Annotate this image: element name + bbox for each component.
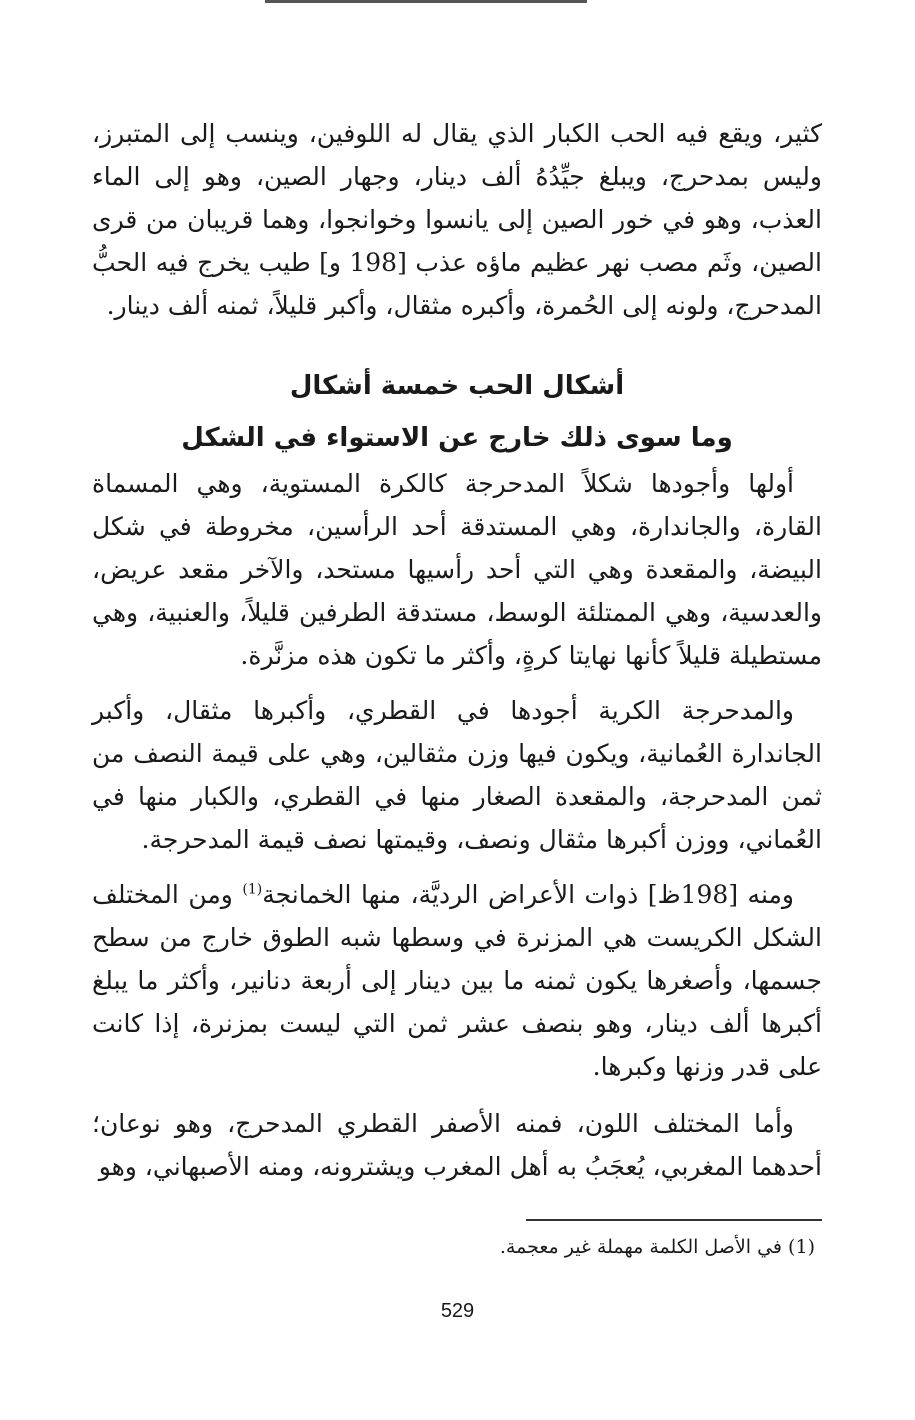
paragraph-round-pearls <box>92 689 822 861</box>
paragraph-text-part: ومنه [198ظ] ذوات الأعراض الرديَّة، منها الخمانجة <box>262 880 794 909</box>
section-heading <box>92 360 822 464</box>
footnote: (1) في الأصل الكلمة مهملة غير معجمة. <box>499 1236 815 1258</box>
page-number: 529 <box>440 1300 475 1322</box>
paragraph-colors <box>92 1102 822 1188</box>
paragraph-text: أولها وأجودها شكلاً المدحرجة كالكرة المستوية، وهي المسماة القارة، والجاندارة، وهي المستدقة أحد الرأسين، مخروطة في شكل البيضة، والمقعدة وهي التي أحد رأسيها مستحد، والآخر مقعد عريض، والعدسية، وهي الممتلئة الوسط، مستدقة الطرفين قليلاً، والعنبية، وهي مستطيلة قليلاً كأنها نهايتا كرةٍ، وأكثر ما تكون هذه مزنَّرة. <box>92 469 822 670</box>
top-rule <box>265 0 587 3</box>
heading-line-1: أشكال الحب خمسة أشكال <box>289 371 625 401</box>
paragraph-continuation <box>92 112 822 327</box>
heading-line-2: وما سوى ذلك خارج عن الاستواء في الشكل <box>181 423 733 453</box>
footnote-divider <box>526 1219 822 1221</box>
paragraph-text: كثير، ويقع فيه الحب الكبار الذي يقال له اللوفين، وينسب إلى المتبرز، وليس بمدحرج، ويبلغ جيِّدُهُ ألف دينار، وجهار الصين، وهو إلى الماء العذب، وهو في خور الصين إلى يانسوا وخوانجوا، وهما قريبان من قرى الصين، وثَم مصب نهر عظيم ماؤه عذب [198 و] طيب يخرج فيه الحبُّ المدحرج، ولونه إلى الحُمرة، وأكبره مثقال، وأكبر قليلاً، ثمنه ألف دينار. <box>92 119 822 320</box>
paragraph-shapes <box>92 462 822 677</box>
paragraph-text: والمدحرجة الكرية أجودها في القطري، وأكبرها مثقال، وأكبر الجاندارة العُمانية، ويكون فيها وزن مثقالين، وهي على قيمة النصف من ثمن المدحرجة، والمقعدة الصغار منها في القطري، والكبار منها في العُماني، ووزن أكبرها مثقال ونصف، وقيمتها نصف قيمة المدحرجة. <box>92 696 822 854</box>
footnote-marker[interactable]: (1) <box>242 881 263 898</box>
paragraph-text <box>92 873 822 1088</box>
paragraph-text: وأما المختلف اللون، فمنه الأصفر القطري المدحرج، وهو نوعان؛ أحدهما المغربي، يُعجَبُ به أهل المغرب ويشترونه، ومنه الأصبهاني، وهو <box>92 1109 822 1181</box>
paragraph-text-part: ومن المختلف الشكل الكريست هي المزنرة في وسطها شبه الطوق خارج من سطح جسمها، وأصغرها يكون ثمنه ما بين دينار إلى أربعة دنانير، وأكثر ما يبلغ أكبرها ألف دينار، وهو بنصف عشر ثمن التي ليست بمزنرة، إذا كانت على قدر وزنها وكبرها. <box>92 880 822 1081</box>
paragraph-defects <box>92 873 822 1088</box>
